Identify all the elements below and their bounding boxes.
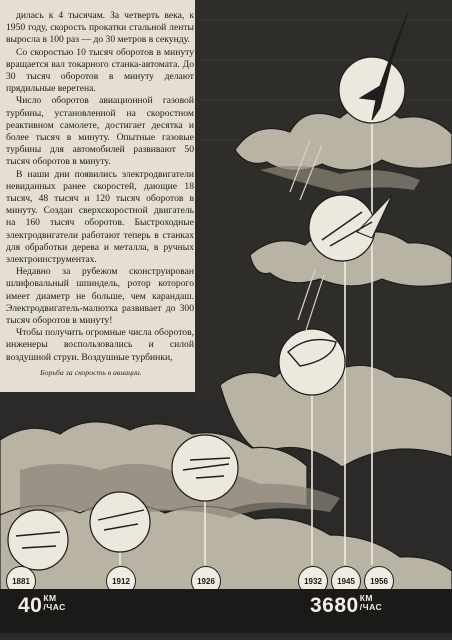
end-speed-value: 3680: [310, 594, 359, 617]
start-speed-unit: КМ /ЧАС: [43, 593, 66, 612]
paragraph: В наши дни появились электродвигатели невиданных ранее скоростей, дающие 18 тысяч, 48 тысяч и 120 тысяч оборотов в минуту. Создан сверхскоростной двигатель на 160 тысяч оборотов. Быстроходные электродвигатели работают теперь в станках для обработки дерева и металла, в ручных электроинструментах.: [6, 168, 194, 266]
speed-bar: [0, 589, 452, 633]
figure-caption: Борьба за скорость в авиации.: [40, 368, 142, 377]
paragraph: Чтобы получить огромные числа оборотов, инженеры воспользовались и силой воздушной струи. Воздушные турбинки,: [6, 327, 194, 363]
year-marker: 1926: [191, 566, 221, 596]
year-marker: 1881: [6, 566, 36, 596]
end-speed-unit: КМ /ЧАС: [359, 593, 383, 612]
paragraph: Число оборотов авиационной газовой турбины, установленной на скоростном реактивном самолете, достигает десятка и более тысяч в минуту. Опытные газовые турбины для автомобилей развивают 50 тысяч оборотов в минуту.: [6, 95, 194, 168]
year-marker: 1945: [331, 566, 361, 596]
year-marker: 1956: [364, 566, 394, 596]
end-speed: [310, 594, 382, 618]
article-text: [6, 10, 194, 364]
year-marker: 1932: [298, 566, 328, 596]
year-marker: 1912: [106, 566, 136, 596]
paragraph: Со скоростью 10 тысяч оборотов в минуту вращается вал токарного станка-автомата. До 30 тысяч оборотов в минуту делают прядильные веретена.: [6, 46, 194, 95]
start-speed-value: 40: [18, 594, 43, 617]
paragraph: дилась к 4 тысячам. За четверть века, к 1950 году, скорость прокатки стальной ленты выросла в 100 раз — до 30 метров в секунду.: [6, 10, 194, 46]
paragraph: Недавно за рубежом сконструирован шлифовальный шпиндель, ротор которого имеет диаметр не больше, чем карандаш. Электродвигатель-малютка развивает до 300 тысяч оборотов в минуту!: [6, 266, 194, 327]
start-speed: [18, 594, 66, 618]
